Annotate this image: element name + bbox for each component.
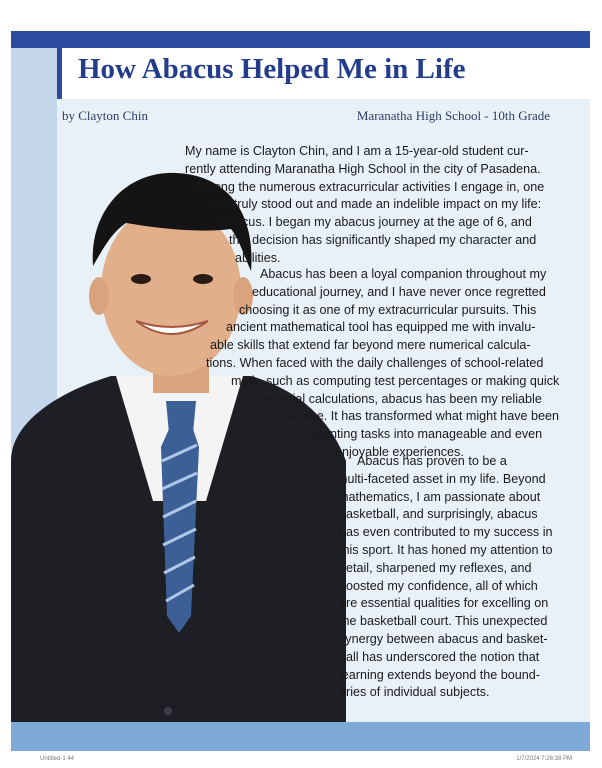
magazine-page <box>11 31 590 751</box>
title-box <box>57 48 590 99</box>
paragraph-2 <box>194 266 559 462</box>
left-ear <box>89 277 109 315</box>
text-line: aries of individual subjects. <box>339 685 490 700</box>
paragraph-1 <box>185 143 559 268</box>
text-line: Abacus has proven to be a <box>357 454 507 468</box>
text-line: are essential qualities for excelling on <box>339 596 549 611</box>
text-line: this decision has significantly shaped my character and <box>229 232 537 247</box>
text-line: My name is Clayton Chin, and I am a 15-year-old student cur- <box>185 144 529 158</box>
text-line: basketball, and surprisingly, abacus <box>339 507 538 522</box>
text-line: abacus. I began my abacus journey at the age of 6, and <box>221 215 532 230</box>
text-line: tions. When faced with the daily challenges of school-related <box>206 355 544 370</box>
text-line: has truly stood out and made an indelible impact on my life: <box>210 197 542 212</box>
school-byline: Maranatha High School - 10th Grade <box>356 108 550 123</box>
text-line: rently attending Maranatha High School in the city of Pasadena. <box>185 161 541 176</box>
text-line: educational journey, and I have never once regretted <box>252 284 546 299</box>
text-line: enjoyable experiences. <box>335 444 464 459</box>
text-line: has even contributed to my success in <box>339 525 553 540</box>
text-line: choosing it as one of my extracurricular pursuits. This <box>239 302 537 317</box>
jacket-button <box>164 707 172 715</box>
print-footer-right: 1/7/2024 7:26:38 PM <box>516 756 572 762</box>
author-byline: by Clayton Chin <box>62 108 148 123</box>
bottom-color-band <box>11 722 590 751</box>
text-line: the basketball court. This unexpected <box>339 614 548 629</box>
text-line: synergy between abacus and basket- <box>339 631 548 646</box>
text-line: financial calculations, abacus has been my reliable <box>259 391 542 406</box>
text-line: math, such as computing test percentages or making quick <box>231 373 560 388</box>
text-line: daunting tasks into manageable and even <box>309 427 543 442</box>
text-line: learning extends beyond the bound- <box>339 667 540 682</box>
text-line: this sport. It has honed my attention to <box>339 542 553 557</box>
text-line: able skills that extend far beyond mere numerical calcula- <box>210 338 531 353</box>
text-line: ball has underscored the notion that <box>339 649 540 664</box>
left-eye <box>131 274 151 284</box>
text-line: boosted my confidence, all of which <box>339 578 538 593</box>
text-line: Abacus has been a loyal companion throughout my <box>260 267 547 281</box>
text-line: Among the numerous extracurricular activities I engage in, one <box>195 179 545 194</box>
article-title: How Abacus Helped Me in Life <box>78 53 466 85</box>
text-line: ancient mathematical tool has equipped me with invalu- <box>226 320 536 335</box>
text-line: detail, sharpened my reflexes, and <box>339 560 532 575</box>
text-line: source. It has transformed what might have been <box>286 409 560 424</box>
top-color-band <box>11 31 590 48</box>
paragraph-3 <box>332 453 558 702</box>
text-line: multi-faceted asset in my life. Beyond <box>337 471 546 486</box>
tie-knot <box>166 401 196 433</box>
text-line: mathematics, I am passionate about <box>338 489 541 504</box>
print-footer-left: Untitled-1 44 <box>40 756 75 762</box>
text-line: abilities. <box>235 250 281 265</box>
